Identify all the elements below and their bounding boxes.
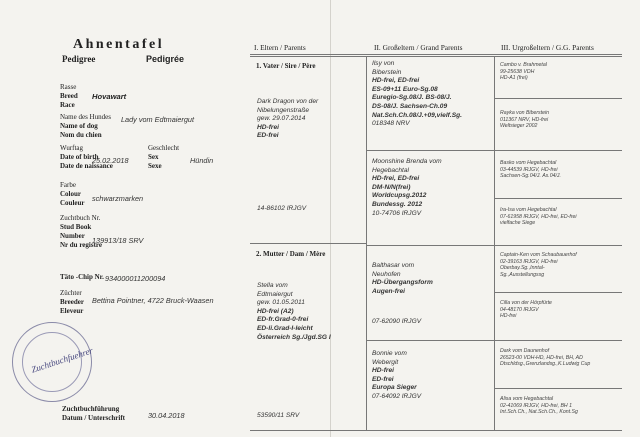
great-grandparent-2: Rayka von Biberstein 011367 NRV, HD-frei Weltsieger 2002 <box>500 110 550 130</box>
grid-line <box>494 98 622 99</box>
great-grandparent-8: Alisa vom Hegebachtal 02-41069 IRJGV, HD-frei, BH 1 Int.Sch.Ch., Nat.Sch.Ch., Kont.Sg <box>500 396 578 416</box>
grid-line <box>250 430 622 431</box>
grid-line <box>494 340 622 341</box>
great-grandparent-3: Basko vom Hegebachtal 03-44539 IRJGV, HD-frei Sachsen-Sg.04/J. As.04/J. <box>500 160 561 180</box>
colour-labels: Farbe Colour Couleur <box>60 181 85 207</box>
breed-value: Hovawart <box>92 92 127 101</box>
col-header-great: III. Urgroßeltern / G.G. Parents <box>501 43 594 52</box>
chip-value: 934000011200094 <box>105 274 166 283</box>
chip-label: Täto -Chip Nr. <box>60 273 104 281</box>
grid-line <box>250 243 366 244</box>
stud-value: 139913/18 SRV <box>92 236 144 245</box>
grandparent-3: Balthasar vom Neuhofen HD-Übergangsform Augen-frei <box>372 262 433 295</box>
dam-reg: 53590/11 SRV <box>257 412 300 419</box>
paper-fold <box>330 0 331 437</box>
document-title: Ahnentafel <box>73 37 165 52</box>
grandparent-2: Moonshine Brenda vom Hegebachtal HD-frei, ED-frei DM-N/N(frei) Worldcupsg.2012 Bundessg. 2012 10-74706 IRJGV <box>372 158 442 217</box>
great-grandparent-4: Ira-Isa vom Hegebachtal 07-61958 IRJGV, HD-frei, ED-frei vielfache Siege <box>500 207 577 227</box>
grandparent-4: Bonnie vom Webergit HD-frei ED-frei Europa Sieger 07-64092 IRJGV <box>372 350 422 400</box>
grid-line <box>494 292 622 293</box>
grid-line <box>250 56 622 57</box>
name-labels: Name des Hundes Name of dog Nom du chien <box>60 113 111 139</box>
col-header-grand: II. Großeltern / Grand Parents <box>374 43 463 52</box>
stud-labels: Zuchtbuch Nr. Stud Book Number Nr du registre <box>60 214 102 249</box>
dam-heading: 2. Mutter / Dam / Mère <box>256 250 326 258</box>
sex-value: Hündin <box>190 156 214 165</box>
colour-value: schwarzmarken <box>92 194 144 203</box>
great-grandparent-1: Cambo v. Brahmetal 99-25638 VDH HD-A1 (frei) <box>500 62 547 82</box>
grid-line <box>366 340 494 341</box>
grid-line <box>494 150 622 151</box>
great-grandparent-7: Dark vom Daunenhof 26523-00 VDH-HD, HD-frei, BH, AD Dtschldsg.,Grenzlandsg.,K.Ludwig Cup <box>500 348 591 368</box>
breeder-labels: Züchter Breeder Eleveur <box>60 289 84 315</box>
grid-line <box>494 56 495 430</box>
grid-line <box>494 198 622 199</box>
grid-line <box>366 56 367 430</box>
grandparent-3-reg: 07-62090 IRJGV <box>372 318 422 325</box>
sire-info: Dark Dragon von der Nibelungenstraße gew. 29.07.2014 HD-frei ED-frei <box>257 98 319 140</box>
dog-name: Lady vom Edtmaiergut <box>121 115 195 124</box>
great-grandparent-6: Cilla von der Hörpfürte 04-48170 IRJGV HD-frei <box>500 300 552 320</box>
grid-line <box>366 150 494 151</box>
sire-reg: 14-86102 IRJGV <box>257 205 307 212</box>
registry-date: 30.04.2018 <box>148 411 185 420</box>
dob-labels: Wurftag Date of birth Date de naissance <box>60 144 113 170</box>
grandparent-1: Ilsy von Biberstein HD-frei, ED-frei ES-09+11 Euro-Sg.08 Euregio-Sg.08/J. BS-08/J. DS-08/J. Sachsen-Ch.09 Nat.Sch.Ch.08/J.+09,vielf.Sg. 018348 NRV <box>372 60 462 128</box>
grid-line <box>494 388 622 389</box>
great-grandparent-5: Captain-Ken vom Schaubauerhof 02-39163 IRJGV, HD-frei Oberbay.Sg.,Inntal- Sg.,Ausstellungssg <box>500 252 577 278</box>
sire-heading: 1. Vater / Sire / Père <box>256 62 316 70</box>
dob-value: 25.02.2018 <box>92 156 129 165</box>
registrar-signature: Zuchtbuchfuehrer <box>30 345 95 375</box>
registry-labels: Zuchtbuchführung Datum / Unterschrift <box>62 405 125 422</box>
col-header-parents: I. Eltern / Parents <box>254 43 306 52</box>
sex-labels: Geschlecht Sex Sexe <box>148 144 180 170</box>
dam-info: Stella vom Edtmaiergut gew. 01.05.2011 HD-frei (A2) ED-fr.Grad-0-frei ED-li.Grad-I-leicht Österreich Sg./Jgd.SG I <box>257 282 331 341</box>
pedigree-fr: Pedigrée <box>146 54 185 64</box>
grid-line <box>250 54 622 55</box>
breeder-value: Bettina Pointner, 4722 Bruck-Waasen <box>92 296 214 305</box>
pedigree-en: Pedigree <box>62 54 96 64</box>
breed-labels: Rasse Breed Race <box>60 83 78 109</box>
